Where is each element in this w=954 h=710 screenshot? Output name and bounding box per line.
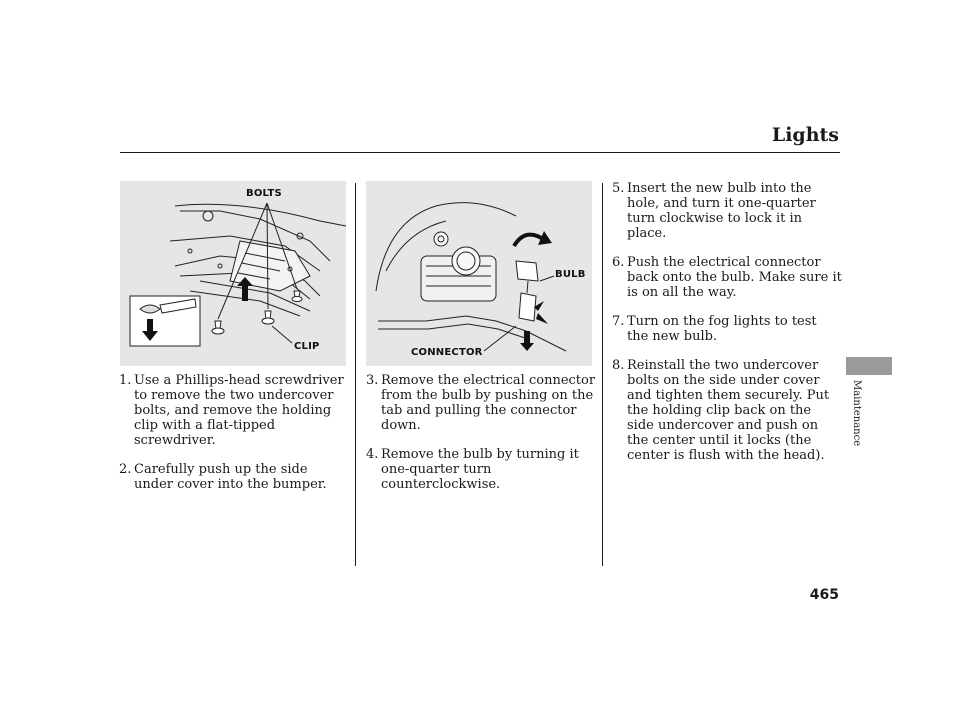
steps-column-3 — [612, 181, 842, 477]
step-text: Carefully push up the side under cover into the bumper. — [134, 462, 327, 492]
step-number: 4. — [366, 447, 379, 462]
step-text: Push the electrical connector back onto the bulb. Make sure it is on all the way. — [627, 255, 842, 300]
step-number: 8. — [612, 358, 625, 373]
section-tab — [846, 357, 892, 375]
step-text: Reinstall the two undercover bolts on the side under cover and tighten them securely. Put the holding clip back on the side undercover and push on the center until it locks (the center is flush with the head). — [627, 358, 830, 463]
page-number: 465 — [809, 587, 839, 603]
steps-column-2 — [366, 373, 596, 506]
connector-callout: CONNECTOR — [411, 347, 483, 358]
fog-light-bulb-figure — [366, 181, 592, 366]
step-number: 2. — [119, 462, 132, 477]
section-label: Maintenance — [851, 380, 862, 447]
undercover-figure — [120, 181, 346, 366]
steps-column-1 — [119, 373, 349, 506]
undercover-illustration — [120, 181, 346, 366]
step-text: Turn on the fog lights to test the new bulb. — [627, 314, 817, 344]
step-item — [119, 462, 349, 492]
title-rule — [120, 152, 840, 153]
step-item — [612, 255, 842, 300]
bulb-callout: BULB — [555, 269, 586, 280]
clip-callout: CLIP — [294, 341, 320, 352]
step-number: 3. — [366, 373, 379, 388]
step-number: 6. — [612, 255, 625, 270]
column-divider-1 — [355, 183, 356, 566]
step-text: Use a Phillips-head screwdriver to remove the two undercover bolts, and remove the holding clip with a flat-tipped screwdriver. — [134, 373, 344, 448]
step-item — [119, 373, 349, 448]
step-item — [366, 447, 596, 492]
step-text: Remove the electrical connector from the bulb by pushing on the tab and pulling the connector down. — [381, 373, 596, 433]
step-text: Remove the bulb by turning it one-quarter turn counterclockwise. — [381, 447, 579, 492]
step-item — [612, 358, 842, 463]
page-title: Lights — [771, 124, 839, 146]
step-number: 5. — [612, 181, 625, 196]
step-item — [612, 181, 842, 241]
step-text: Insert the new bulb into the hole, and turn it one-quarter turn clockwise to lock it in place. — [627, 181, 816, 241]
step-item — [612, 314, 842, 344]
bolts-callout: BOLTS — [246, 188, 282, 199]
step-number: 1. — [119, 373, 132, 388]
column-divider-2 — [602, 183, 603, 566]
step-number: 7. — [612, 314, 625, 329]
step-item — [366, 373, 596, 433]
